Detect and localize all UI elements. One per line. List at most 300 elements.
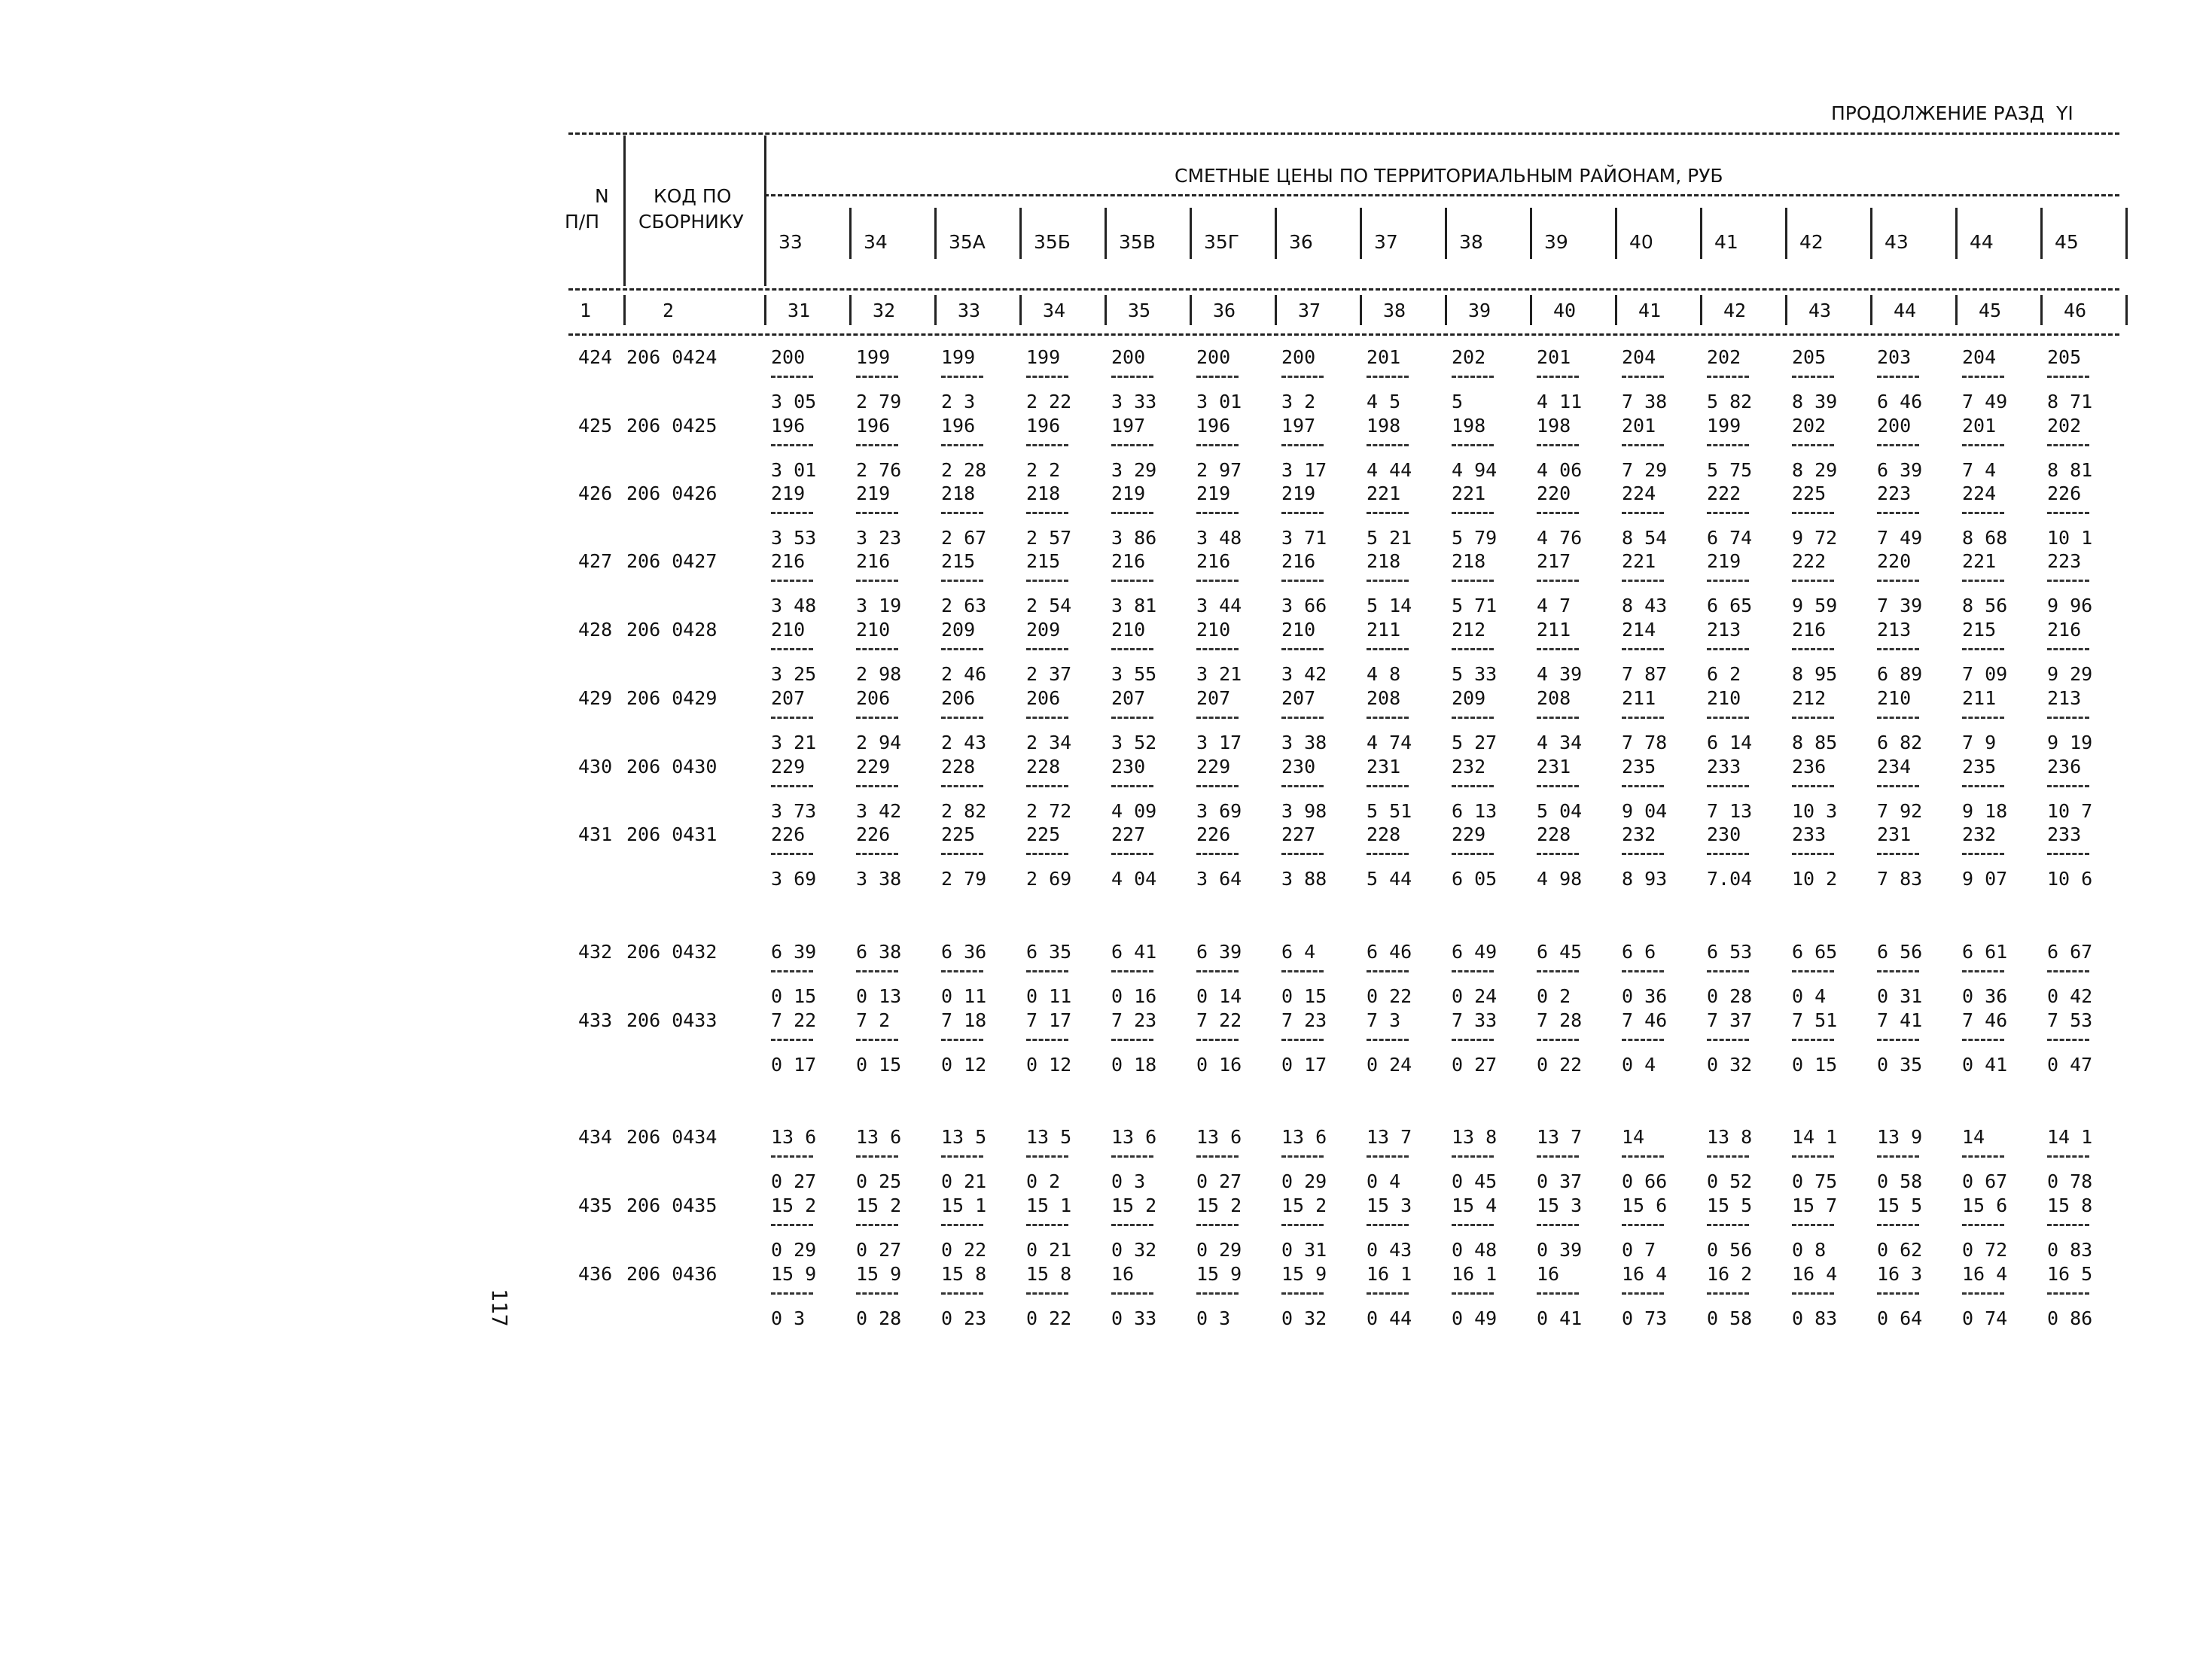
row-424-price-5: 200 <box>1196 346 1231 368</box>
row-434-price-8: 13 8 <box>1452 1126 1498 1148</box>
row-434-separator-13 <box>1877 1155 1919 1158</box>
row-430-price-3: 228 <box>1026 756 1061 778</box>
row-430-price-2: 228 <box>941 756 976 778</box>
row-429-price-8: 209 <box>1452 687 1486 709</box>
row-424-separator-7 <box>1367 376 1409 378</box>
row-425-fraction-0: 3 01 <box>771 459 817 481</box>
row-432-separator-13 <box>1877 970 1919 972</box>
row-429-fraction-4: 3 52 <box>1111 732 1157 753</box>
header-district-15: 45 <box>2055 231 2079 253</box>
vbar-district-1 <box>849 208 852 259</box>
colnum-6: 35 <box>1128 300 1151 321</box>
row-433-price-9: 7 28 <box>1537 1009 1583 1031</box>
row-436-price-7: 16 1 <box>1367 1263 1412 1285</box>
row-430-fraction-11: 7 13 <box>1707 800 1753 822</box>
header-district-12: 42 <box>1799 231 1824 253</box>
row-430-separator-8 <box>1452 785 1494 787</box>
row-436-price-0: 15 9 <box>771 1263 817 1285</box>
vbar-colnum-14 <box>1955 295 1958 325</box>
row-431-fraction-11: 7.04 <box>1707 868 1753 890</box>
row-426-separator-8 <box>1452 512 1494 514</box>
row-434-fraction-1: 0 25 <box>856 1170 902 1192</box>
row-430-price-6: 230 <box>1281 756 1316 778</box>
row-431-fraction-6: 3 88 <box>1281 868 1327 890</box>
vbar-colnum-2 <box>934 295 937 325</box>
row-433-fraction-4: 0 18 <box>1111 1054 1157 1076</box>
row-431-fraction-8: 6 05 <box>1452 868 1498 890</box>
row-434-fraction-10: 0 66 <box>1622 1170 1668 1192</box>
row-432-separator-5 <box>1196 970 1239 972</box>
row-434-price-14: 14 <box>1962 1126 1985 1148</box>
row-430-price-8: 232 <box>1452 756 1486 778</box>
row-434-fraction-4: 0 3 <box>1111 1170 1146 1192</box>
row-426-separator-1 <box>856 512 898 514</box>
row-428-separator-10 <box>1622 648 1664 650</box>
row-431-price-8: 229 <box>1452 823 1486 845</box>
row-428-price-12: 216 <box>1792 619 1827 641</box>
row-425-price-4: 197 <box>1111 415 1146 437</box>
row-431-separator-6 <box>1281 853 1324 855</box>
row-424-price-15: 205 <box>2047 346 2082 368</box>
vbar-district-15 <box>2040 208 2043 259</box>
row-431-price-10: 232 <box>1622 823 1656 845</box>
row-425-price-3: 196 <box>1026 415 1061 437</box>
row-424-separator-0 <box>771 376 813 378</box>
row-436-price-13: 16 3 <box>1877 1263 1923 1285</box>
colnum-0: 1 <box>580 300 592 321</box>
row-426-fraction-15: 10 1 <box>2047 527 2093 549</box>
row-424-price-13: 203 <box>1877 346 1912 368</box>
row-436-fraction-3: 0 22 <box>1026 1307 1072 1329</box>
row-428-price-5: 210 <box>1196 619 1231 641</box>
row-426-separator-15 <box>2047 512 2089 514</box>
row-431-fraction-10: 8 93 <box>1622 868 1668 890</box>
row-431-separator-4 <box>1111 853 1153 855</box>
row-427-price-15: 223 <box>2047 550 2082 572</box>
row-427-price-11: 219 <box>1707 550 1741 572</box>
colnum-4: 33 <box>958 300 981 321</box>
row-428-fraction-0: 3 25 <box>771 663 817 685</box>
row-433-price-4: 7 23 <box>1111 1009 1157 1031</box>
row-428-price-3: 209 <box>1026 619 1061 641</box>
header-district-9: 39 <box>1544 231 1568 253</box>
row-427-fraction-2: 2 63 <box>941 595 987 616</box>
row-428-price-14: 215 <box>1962 619 1997 641</box>
row-433-price-5: 7 22 <box>1196 1009 1242 1031</box>
row-432-fraction-3: 0 11 <box>1026 985 1072 1007</box>
row-426-price-8: 221 <box>1452 482 1486 504</box>
row-432-fraction-11: 0 28 <box>1707 985 1753 1007</box>
row-432-fraction-5: 0 14 <box>1196 985 1242 1007</box>
row-431-separator-8 <box>1452 853 1494 855</box>
row-435-separator-11 <box>1707 1224 1749 1226</box>
row-429-separator-8 <box>1452 717 1494 719</box>
row-424-separator-9 <box>1537 376 1579 378</box>
row-427-separator-10 <box>1622 580 1664 582</box>
vbar-district-0 <box>764 208 766 259</box>
row-433-price-0: 7 22 <box>771 1009 817 1031</box>
vbar-district-3 <box>1019 208 1022 259</box>
row-435-price-6: 15 2 <box>1281 1195 1327 1216</box>
row-425-price-1: 196 <box>856 415 891 437</box>
row-424-separator-13 <box>1877 376 1919 378</box>
row-428-separator-4 <box>1111 648 1153 650</box>
row-428-code: 206 0428 <box>626 619 718 641</box>
row-425-price-8: 198 <box>1452 415 1486 437</box>
vbar-colnum-6 <box>1275 295 1277 325</box>
row-431-separator-2 <box>941 853 983 855</box>
row-429-fraction-10: 7 78 <box>1622 732 1668 753</box>
row-427-price-5: 216 <box>1196 550 1231 572</box>
row-431-price-6: 227 <box>1281 823 1316 845</box>
row-431-separator-11 <box>1707 853 1749 855</box>
row-433-price-6: 7 23 <box>1281 1009 1327 1031</box>
colnum-5: 34 <box>1043 300 1066 321</box>
vbar-district-7 <box>1360 208 1362 259</box>
row-434-price-4: 13 6 <box>1111 1126 1157 1148</box>
row-436-fraction-12: 0 83 <box>1792 1307 1838 1329</box>
row-429-price-9: 208 <box>1537 687 1571 709</box>
row-433-fraction-13: 0 35 <box>1877 1054 1923 1076</box>
row-426-price-5: 219 <box>1196 482 1231 504</box>
row-433-number: 433 <box>578 1009 613 1031</box>
row-426-price-2: 218 <box>941 482 976 504</box>
row-431-code: 206 0431 <box>626 823 718 845</box>
row-429-separator-6 <box>1281 717 1324 719</box>
row-424-price-3: 199 <box>1026 346 1061 368</box>
row-427-fraction-8: 5 71 <box>1452 595 1498 616</box>
row-424-price-1: 199 <box>856 346 891 368</box>
row-427-number: 427 <box>578 550 613 572</box>
row-433-separator-12 <box>1792 1039 1834 1041</box>
row-426-separator-2 <box>941 512 983 514</box>
row-432-fraction-7: 0 22 <box>1367 985 1412 1007</box>
row-436-separator-5 <box>1196 1292 1239 1295</box>
row-433-fraction-7: 0 24 <box>1367 1054 1412 1076</box>
row-433-separator-0 <box>771 1039 813 1041</box>
row-425-fraction-13: 6 39 <box>1877 459 1923 481</box>
row-434-separator-7 <box>1367 1155 1409 1158</box>
row-432-price-15: 6 67 <box>2047 941 2093 963</box>
row-426-fraction-5: 3 48 <box>1196 527 1242 549</box>
row-433-separator-15 <box>2047 1039 2089 1041</box>
row-433-fraction-8: 0 27 <box>1452 1054 1498 1076</box>
row-432-separator-3 <box>1026 970 1068 972</box>
row-436-price-3: 15 8 <box>1026 1263 1072 1285</box>
row-432-separator-1 <box>856 970 898 972</box>
row-427-price-1: 216 <box>856 550 891 572</box>
row-435-fraction-10: 0 7 <box>1622 1239 1656 1261</box>
vbar-colnum-15 <box>2040 295 2043 325</box>
row-425-separator-14 <box>1962 444 2004 446</box>
row-435-separator-5 <box>1196 1224 1239 1226</box>
section-title: ПРОДОЛЖЕНИЕ РАЗД YI <box>1831 102 2073 124</box>
row-429-price-10: 211 <box>1622 687 1656 709</box>
vbar-colnum-1 <box>849 295 852 325</box>
row-434-fraction-6: 0 29 <box>1281 1170 1327 1192</box>
row-428-price-13: 213 <box>1877 619 1912 641</box>
row-431-fraction-3: 2 69 <box>1026 868 1072 890</box>
row-427-price-3: 215 <box>1026 550 1061 572</box>
vbar-district-12 <box>1785 208 1787 259</box>
row-424-fraction-3: 2 22 <box>1026 391 1072 412</box>
header-code-line2: СБОРНИКУ <box>638 211 744 233</box>
row-425-separator-6 <box>1281 444 1324 446</box>
row-425-price-12: 202 <box>1792 415 1827 437</box>
row-432-price-5: 6 39 <box>1196 941 1242 963</box>
row-427-separator-7 <box>1367 580 1409 582</box>
row-429-price-6: 207 <box>1281 687 1316 709</box>
row-427-fraction-13: 7 39 <box>1877 595 1923 616</box>
row-435-fraction-7: 0 43 <box>1367 1239 1412 1261</box>
row-428-price-9: 211 <box>1537 619 1571 641</box>
row-432-fraction-2: 0 11 <box>941 985 987 1007</box>
row-434-price-12: 14 1 <box>1792 1126 1838 1148</box>
row-424-fraction-1: 2 79 <box>856 391 902 412</box>
vbar-district-2 <box>934 208 937 259</box>
row-428-price-7: 211 <box>1367 619 1401 641</box>
row-426-separator-13 <box>1877 512 1919 514</box>
vbar-n <box>623 135 626 286</box>
row-427-separator-14 <box>1962 580 2004 582</box>
row-426-price-0: 219 <box>771 482 806 504</box>
row-429-fraction-13: 6 82 <box>1877 732 1923 753</box>
row-425-price-0: 196 <box>771 415 806 437</box>
row-427-price-2: 215 <box>941 550 976 572</box>
row-426-price-12: 225 <box>1792 482 1827 504</box>
row-429-price-0: 207 <box>771 687 806 709</box>
vbar-district-11 <box>1700 208 1702 259</box>
row-427-fraction-5: 3 44 <box>1196 595 1242 616</box>
row-426-fraction-10: 8 54 <box>1622 527 1668 549</box>
row-431-separator-15 <box>2047 853 2089 855</box>
row-424-fraction-2: 2 3 <box>941 391 976 412</box>
row-427-price-7: 218 <box>1367 550 1401 572</box>
row-432-separator-14 <box>1962 970 2004 972</box>
row-432-separator-0 <box>771 970 813 972</box>
row-429-price-14: 211 <box>1962 687 1997 709</box>
row-428-fraction-15: 9 29 <box>2047 663 2093 685</box>
row-433-separator-8 <box>1452 1039 1494 1041</box>
colnum-1: 2 <box>663 300 675 321</box>
row-433-separator-11 <box>1707 1039 1749 1041</box>
row-433-code: 206 0433 <box>626 1009 718 1031</box>
row-436-fraction-1: 0 28 <box>856 1307 902 1329</box>
row-436-separator-14 <box>1962 1292 2004 1295</box>
row-426-fraction-14: 8 68 <box>1962 527 2008 549</box>
row-433-fraction-2: 0 12 <box>941 1054 987 1076</box>
vbar-n-num <box>623 295 626 325</box>
row-433-fraction-1: 0 15 <box>856 1054 902 1076</box>
row-432-fraction-6: 0 15 <box>1281 985 1327 1007</box>
row-432-fraction-4: 0 16 <box>1111 985 1157 1007</box>
colnum-8: 37 <box>1298 300 1321 321</box>
row-435-price-3: 15 1 <box>1026 1195 1072 1216</box>
row-430-separator-14 <box>1962 785 2004 787</box>
row-427-fraction-3: 2 54 <box>1026 595 1072 616</box>
row-429-separator-7 <box>1367 717 1409 719</box>
row-430-separator-6 <box>1281 785 1324 787</box>
vbar-colnum-5 <box>1190 295 1192 325</box>
row-428-fraction-9: 4 39 <box>1537 663 1583 685</box>
row-433-separator-1 <box>856 1039 898 1041</box>
row-428-fraction-3: 2 37 <box>1026 663 1072 685</box>
row-436-fraction-6: 0 32 <box>1281 1307 1327 1329</box>
row-434-fraction-15: 0 78 <box>2047 1170 2093 1192</box>
row-435-price-5: 15 2 <box>1196 1195 1242 1216</box>
page-number: 117 <box>487 1289 512 1327</box>
row-432-separator-11 <box>1707 970 1749 972</box>
row-425-fraction-15: 8 81 <box>2047 459 2093 481</box>
row-429-separator-10 <box>1622 717 1664 719</box>
vbar-colnum-13 <box>1870 295 1872 325</box>
row-428-price-11: 213 <box>1707 619 1741 641</box>
row-431-fraction-14: 9 07 <box>1962 868 2008 890</box>
row-425-price-2: 196 <box>941 415 976 437</box>
row-436-separator-12 <box>1792 1292 1834 1295</box>
header-n-line1: N <box>595 185 609 207</box>
row-425-fraction-7: 4 44 <box>1367 459 1412 481</box>
row-426-price-14: 224 <box>1962 482 1997 504</box>
row-424-separator-1 <box>856 376 898 378</box>
colnum-15: 44 <box>1894 300 1917 321</box>
row-434-separator-1 <box>856 1155 898 1158</box>
row-432-fraction-13: 0 31 <box>1877 985 1923 1007</box>
row-431-separator-12 <box>1792 853 1834 855</box>
row-428-fraction-7: 4 8 <box>1367 663 1401 685</box>
row-436-fraction-4: 0 33 <box>1111 1307 1157 1329</box>
row-433-price-7: 7 3 <box>1367 1009 1401 1031</box>
row-428-separator-12 <box>1792 648 1834 650</box>
row-436-fraction-5: 0 3 <box>1196 1307 1231 1329</box>
row-425-fraction-10: 7 29 <box>1622 459 1668 481</box>
vbar-district-5 <box>1190 208 1192 259</box>
row-427-fraction-10: 8 43 <box>1622 595 1668 616</box>
row-434-price-6: 13 6 <box>1281 1126 1327 1148</box>
row-432-price-9: 6 45 <box>1537 941 1583 963</box>
row-429-separator-5 <box>1196 717 1239 719</box>
row-424-number: 424 <box>578 346 613 368</box>
row-435-price-11: 15 5 <box>1707 1195 1753 1216</box>
row-430-fraction-2: 2 82 <box>941 800 987 822</box>
row-434-separator-3 <box>1026 1155 1068 1158</box>
row-428-price-15: 216 <box>2047 619 2082 641</box>
row-428-separator-15 <box>2047 648 2089 650</box>
row-434-separator-15 <box>2047 1155 2089 1158</box>
row-430-fraction-0: 3 73 <box>771 800 817 822</box>
row-430-price-11: 233 <box>1707 756 1741 778</box>
row-424-fraction-0: 3 05 <box>771 391 817 412</box>
row-436-price-6: 15 9 <box>1281 1263 1327 1285</box>
row-435-price-9: 15 3 <box>1537 1195 1583 1216</box>
row-427-fraction-11: 6 65 <box>1707 595 1753 616</box>
row-432-price-12: 6 65 <box>1792 941 1838 963</box>
row-429-fraction-8: 5 27 <box>1452 732 1498 753</box>
row-430-price-9: 231 <box>1537 756 1571 778</box>
row-427-fraction-9: 4 7 <box>1537 595 1571 616</box>
colnum-17: 46 <box>2064 300 2087 321</box>
row-429-separator-13 <box>1877 717 1919 719</box>
row-430-separator-9 <box>1537 785 1579 787</box>
row-429-price-7: 208 <box>1367 687 1401 709</box>
row-425-fraction-14: 7 4 <box>1962 459 1997 481</box>
row-426-separator-11 <box>1707 512 1749 514</box>
row-427-separator-8 <box>1452 580 1494 582</box>
row-434-code: 206 0434 <box>626 1126 718 1148</box>
row-436-price-15: 16 5 <box>2047 1263 2093 1285</box>
row-425-price-15: 202 <box>2047 415 2082 437</box>
row-430-fraction-8: 6 13 <box>1452 800 1498 822</box>
header-district-3: 35Б <box>1034 231 1071 253</box>
row-424-price-10: 204 <box>1622 346 1656 368</box>
row-429-code: 206 0429 <box>626 687 718 709</box>
row-424-price-9: 201 <box>1537 346 1571 368</box>
row-424-separator-6 <box>1281 376 1324 378</box>
row-424-separator-5 <box>1196 376 1239 378</box>
row-432-price-10: 6 6 <box>1622 941 1656 963</box>
row-425-separator-4 <box>1111 444 1153 446</box>
row-433-separator-3 <box>1026 1039 1068 1041</box>
row-427-separator-11 <box>1707 580 1749 582</box>
row-425-separator-7 <box>1367 444 1409 446</box>
row-430-fraction-10: 9 04 <box>1622 800 1668 822</box>
rule-colnum-bottom <box>568 333 2119 336</box>
row-432-price-13: 6 56 <box>1877 941 1923 963</box>
row-435-price-10: 15 6 <box>1622 1195 1668 1216</box>
vbar-district-9 <box>1530 208 1532 259</box>
row-434-fraction-14: 0 67 <box>1962 1170 2008 1192</box>
row-429-separator-12 <box>1792 717 1834 719</box>
row-429-price-2: 206 <box>941 687 976 709</box>
row-428-price-0: 210 <box>771 619 806 641</box>
row-433-fraction-6: 0 17 <box>1281 1054 1327 1076</box>
row-435-fraction-5: 0 29 <box>1196 1239 1242 1261</box>
row-436-fraction-0: 0 3 <box>771 1307 806 1329</box>
row-428-separator-6 <box>1281 648 1324 650</box>
row-426-fraction-12: 9 72 <box>1792 527 1838 549</box>
row-430-fraction-5: 3 69 <box>1196 800 1242 822</box>
row-427-price-8: 218 <box>1452 550 1486 572</box>
row-426-price-7: 221 <box>1367 482 1401 504</box>
row-434-price-5: 13 6 <box>1196 1126 1242 1148</box>
row-432-separator-8 <box>1452 970 1494 972</box>
vbar-colnum-11 <box>1700 295 1702 325</box>
row-429-fraction-5: 3 17 <box>1196 732 1242 753</box>
row-431-separator-7 <box>1367 853 1409 855</box>
row-428-price-1: 210 <box>856 619 891 641</box>
row-427-separator-0 <box>771 580 813 582</box>
row-431-price-12: 233 <box>1792 823 1827 845</box>
header-district-1: 34 <box>864 231 888 253</box>
row-430-fraction-15: 10 7 <box>2047 800 2093 822</box>
row-435-separator-7 <box>1367 1224 1409 1226</box>
row-435-fraction-4: 0 32 <box>1111 1239 1157 1261</box>
row-432-fraction-1: 0 13 <box>856 985 902 1007</box>
row-427-fraction-15: 9 96 <box>2047 595 2093 616</box>
row-431-fraction-5: 3 64 <box>1196 868 1242 890</box>
header-district-6: 36 <box>1289 231 1313 253</box>
row-428-separator-7 <box>1367 648 1409 650</box>
rule-districts <box>764 194 2119 196</box>
row-434-separator-12 <box>1792 1155 1834 1158</box>
row-436-separator-10 <box>1622 1292 1664 1295</box>
row-424-separator-11 <box>1707 376 1749 378</box>
row-429-separator-11 <box>1707 717 1749 719</box>
row-426-price-13: 223 <box>1877 482 1912 504</box>
row-431-price-11: 230 <box>1707 823 1741 845</box>
row-429-price-3: 206 <box>1026 687 1061 709</box>
row-436-separator-13 <box>1877 1292 1919 1295</box>
